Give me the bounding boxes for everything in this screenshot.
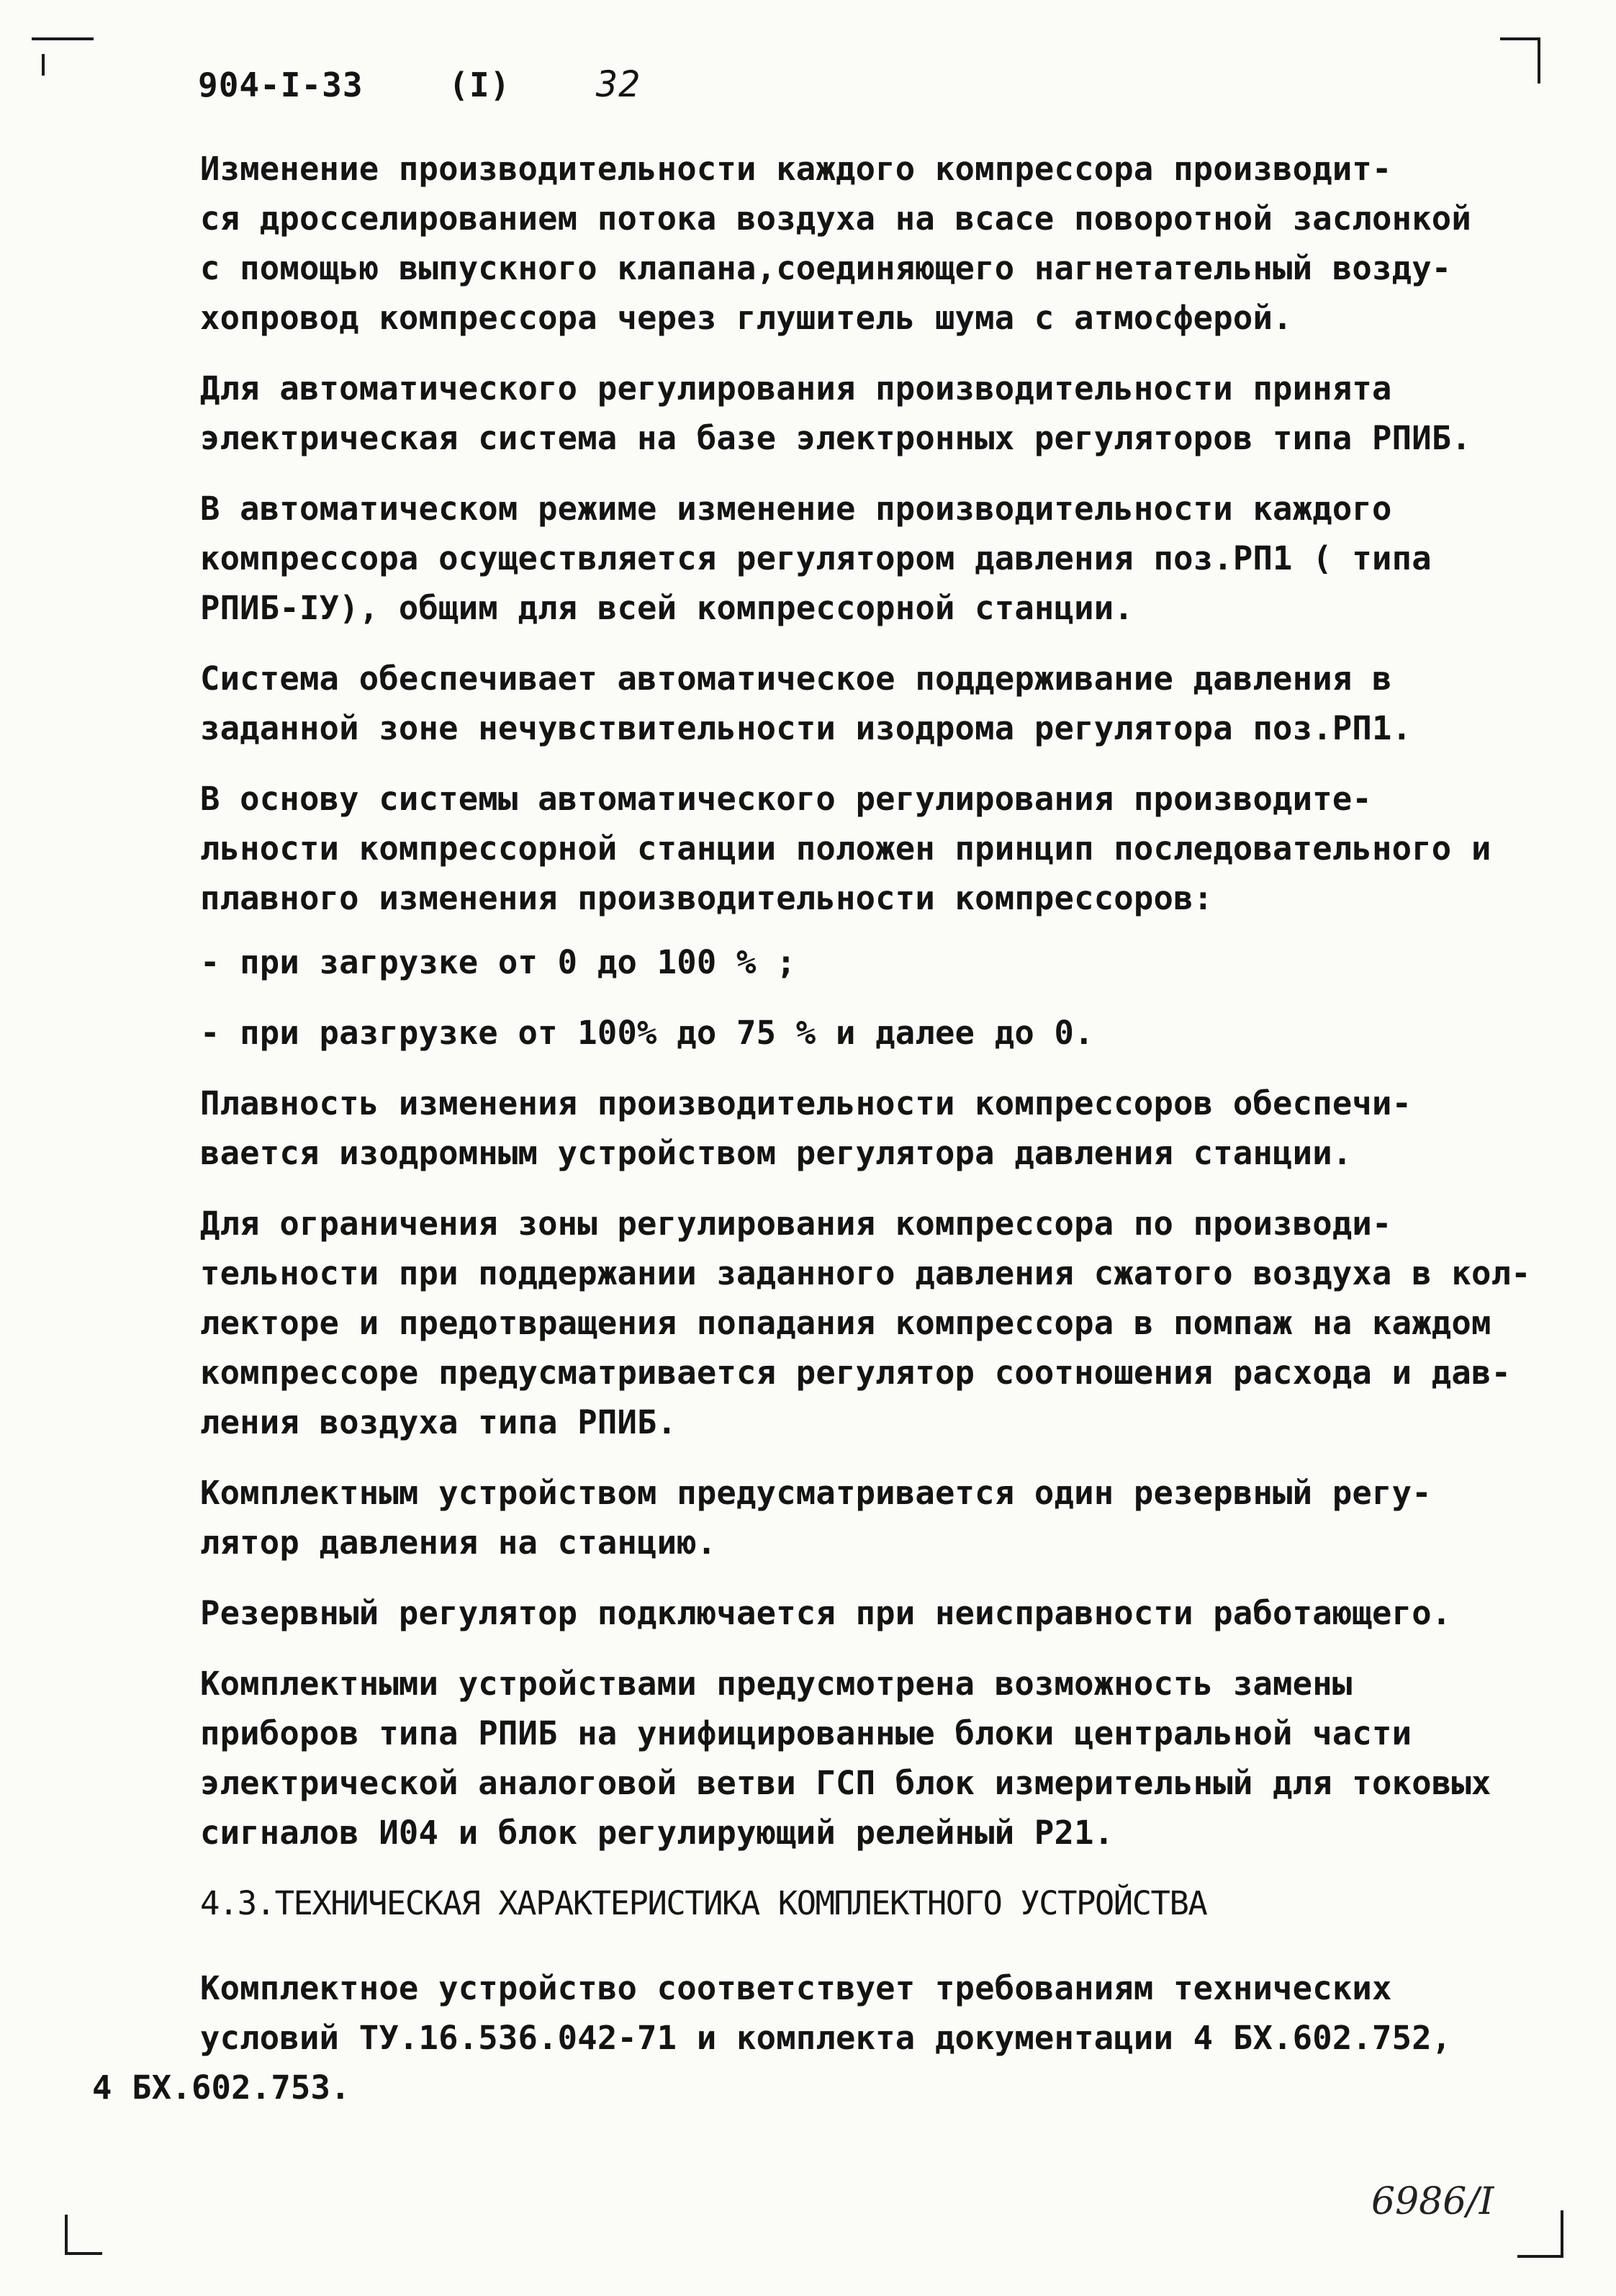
text-line: хопровод компрессора через глушитель шума с атмосферой. bbox=[200, 299, 1293, 337]
text-line: электрическая система на базе электронных регуляторов типа РПИБ. bbox=[200, 419, 1471, 457]
text-line: Комплектным устройством предусматривается один резервный регу- bbox=[200, 1474, 1432, 1512]
corner-mark-bottom-right-vert bbox=[1561, 2210, 1563, 2258]
text-line: Система обеспечивает автоматическое поддерживание давления в bbox=[200, 659, 1392, 698]
corner-mark-bottom-right bbox=[1517, 2255, 1563, 2258]
text-line: В основу системы автоматического регулирования производите- bbox=[200, 780, 1373, 818]
text-line: с помощью выпускного клапана,соединяющего нагнетательный возду- bbox=[200, 249, 1452, 287]
paragraph-conformance bbox=[92, 1963, 1561, 2112]
corner-mark-top-left bbox=[32, 37, 94, 40]
text-line: вается изодромным устройством регулятора давления станции. bbox=[200, 1134, 1353, 1172]
text-line: Для автоматического регулирования производительности принята bbox=[200, 369, 1392, 408]
text-line: 4 БХ.602.753. bbox=[92, 2068, 351, 2107]
text-line: лятор давления на станцию. bbox=[200, 1523, 717, 1562]
text-line: льности компрессорной станции положен принцип последовательного и bbox=[200, 829, 1491, 868]
section-heading: 4.3.ТЕХНИЧЕСКАЯ ХАРАКТЕРИСТИКА КОМПЛЕКТНОГО УСТРОЙСТВА bbox=[200, 1884, 1207, 1922]
paragraph-principle bbox=[92, 774, 1561, 923]
list-item-loading: - при загрузке от 0 до 100 % ; bbox=[200, 943, 796, 981]
text-line: сигналов И04 и блок регулирующий релейный Р21. bbox=[200, 1814, 1114, 1852]
paragraph-surge-protection bbox=[92, 1199, 1561, 1447]
paragraph-reserve-regulator bbox=[92, 1468, 1561, 1567]
corner-mark-top-left-tick bbox=[42, 54, 45, 76]
corner-mark-top-right bbox=[1500, 37, 1540, 40]
text-line: ся дросселированием потока воздуха на всасе поворотной заслонкой bbox=[200, 199, 1471, 238]
text-line: ления воздуха типа РПИБ. bbox=[200, 1403, 677, 1441]
text-line: Резервный регулятор подключается при неисправности работающего. bbox=[200, 1594, 1452, 1632]
text-line: приборов типа РПИБ на унифицированные блоки центральной части bbox=[200, 1714, 1412, 1752]
page-header bbox=[198, 63, 705, 105]
text-line: заданной зоне нечувствительности изодрома регулятора поз.РП1. bbox=[200, 709, 1412, 747]
corner-mark-bottom-left-vert bbox=[65, 2215, 68, 2255]
text-line: РПИБ-IУ), общим для всей компрессорной станции. bbox=[200, 589, 1134, 627]
text-line: Комплектное устройство соответствует требованиям технических bbox=[200, 1969, 1392, 2007]
corner-mark-top-right-vert bbox=[1538, 37, 1540, 84]
doc-code: 904-I-33 bbox=[198, 66, 364, 104]
paragraph-replacement bbox=[92, 1659, 1561, 1858]
text-line: Комплектными устройствами предусмотрена возможность замены bbox=[200, 1665, 1353, 1703]
doc-part: (I) bbox=[448, 66, 511, 104]
text-line: электрической аналоговой ветви ГСП блок измерительный для токовых bbox=[200, 1764, 1491, 1802]
text-line: Для ограничения зоны регулирования компрессора по производи- bbox=[200, 1205, 1392, 1243]
text-line: компрессоре предусматривается регулятор соотношения расхода и дав- bbox=[200, 1354, 1512, 1392]
text-line: условий ТУ.16.536.042-71 и комплекта документации 4 БХ.602.752, bbox=[200, 2019, 1452, 2057]
paragraph-reserve-connection bbox=[92, 1588, 1561, 1638]
paragraph-pressure-maintenance bbox=[92, 654, 1561, 753]
paragraph-auto-regulation bbox=[92, 364, 1561, 463]
document-body bbox=[92, 144, 1561, 2133]
paragraph-auto-mode bbox=[92, 484, 1561, 633]
handwritten-mark: 6986/I bbox=[1371, 2180, 1494, 2223]
text-line: плавного изменения производительности компрессоров: bbox=[200, 879, 1214, 917]
text-line: Плавность изменения производительности компрессоров обеспечи- bbox=[200, 1084, 1412, 1122]
text-line: лекторе и предотвращения попадания компрессора в помпаж на каждом bbox=[200, 1304, 1491, 1342]
page-number: 32 bbox=[596, 63, 641, 105]
text-line: компрессора осуществляется регулятором давления поз.РП1 ( типа bbox=[200, 539, 1432, 577]
corner-mark-bottom-left bbox=[65, 2252, 102, 2255]
text-line: В автоматическом режиме изменение производительности каждого bbox=[200, 490, 1392, 528]
paragraph-throttling bbox=[92, 144, 1561, 343]
text-line: Изменение производительности каждого компрессора производит- bbox=[200, 150, 1392, 188]
list-item-unloading: - при разгрузке от 100% до 75 % и далее до 0. bbox=[200, 1014, 1094, 1052]
paragraph-smoothness bbox=[92, 1079, 1561, 1178]
text-line: тельности при поддержании заданного давления сжатого воздуха в кол- bbox=[200, 1254, 1531, 1292]
